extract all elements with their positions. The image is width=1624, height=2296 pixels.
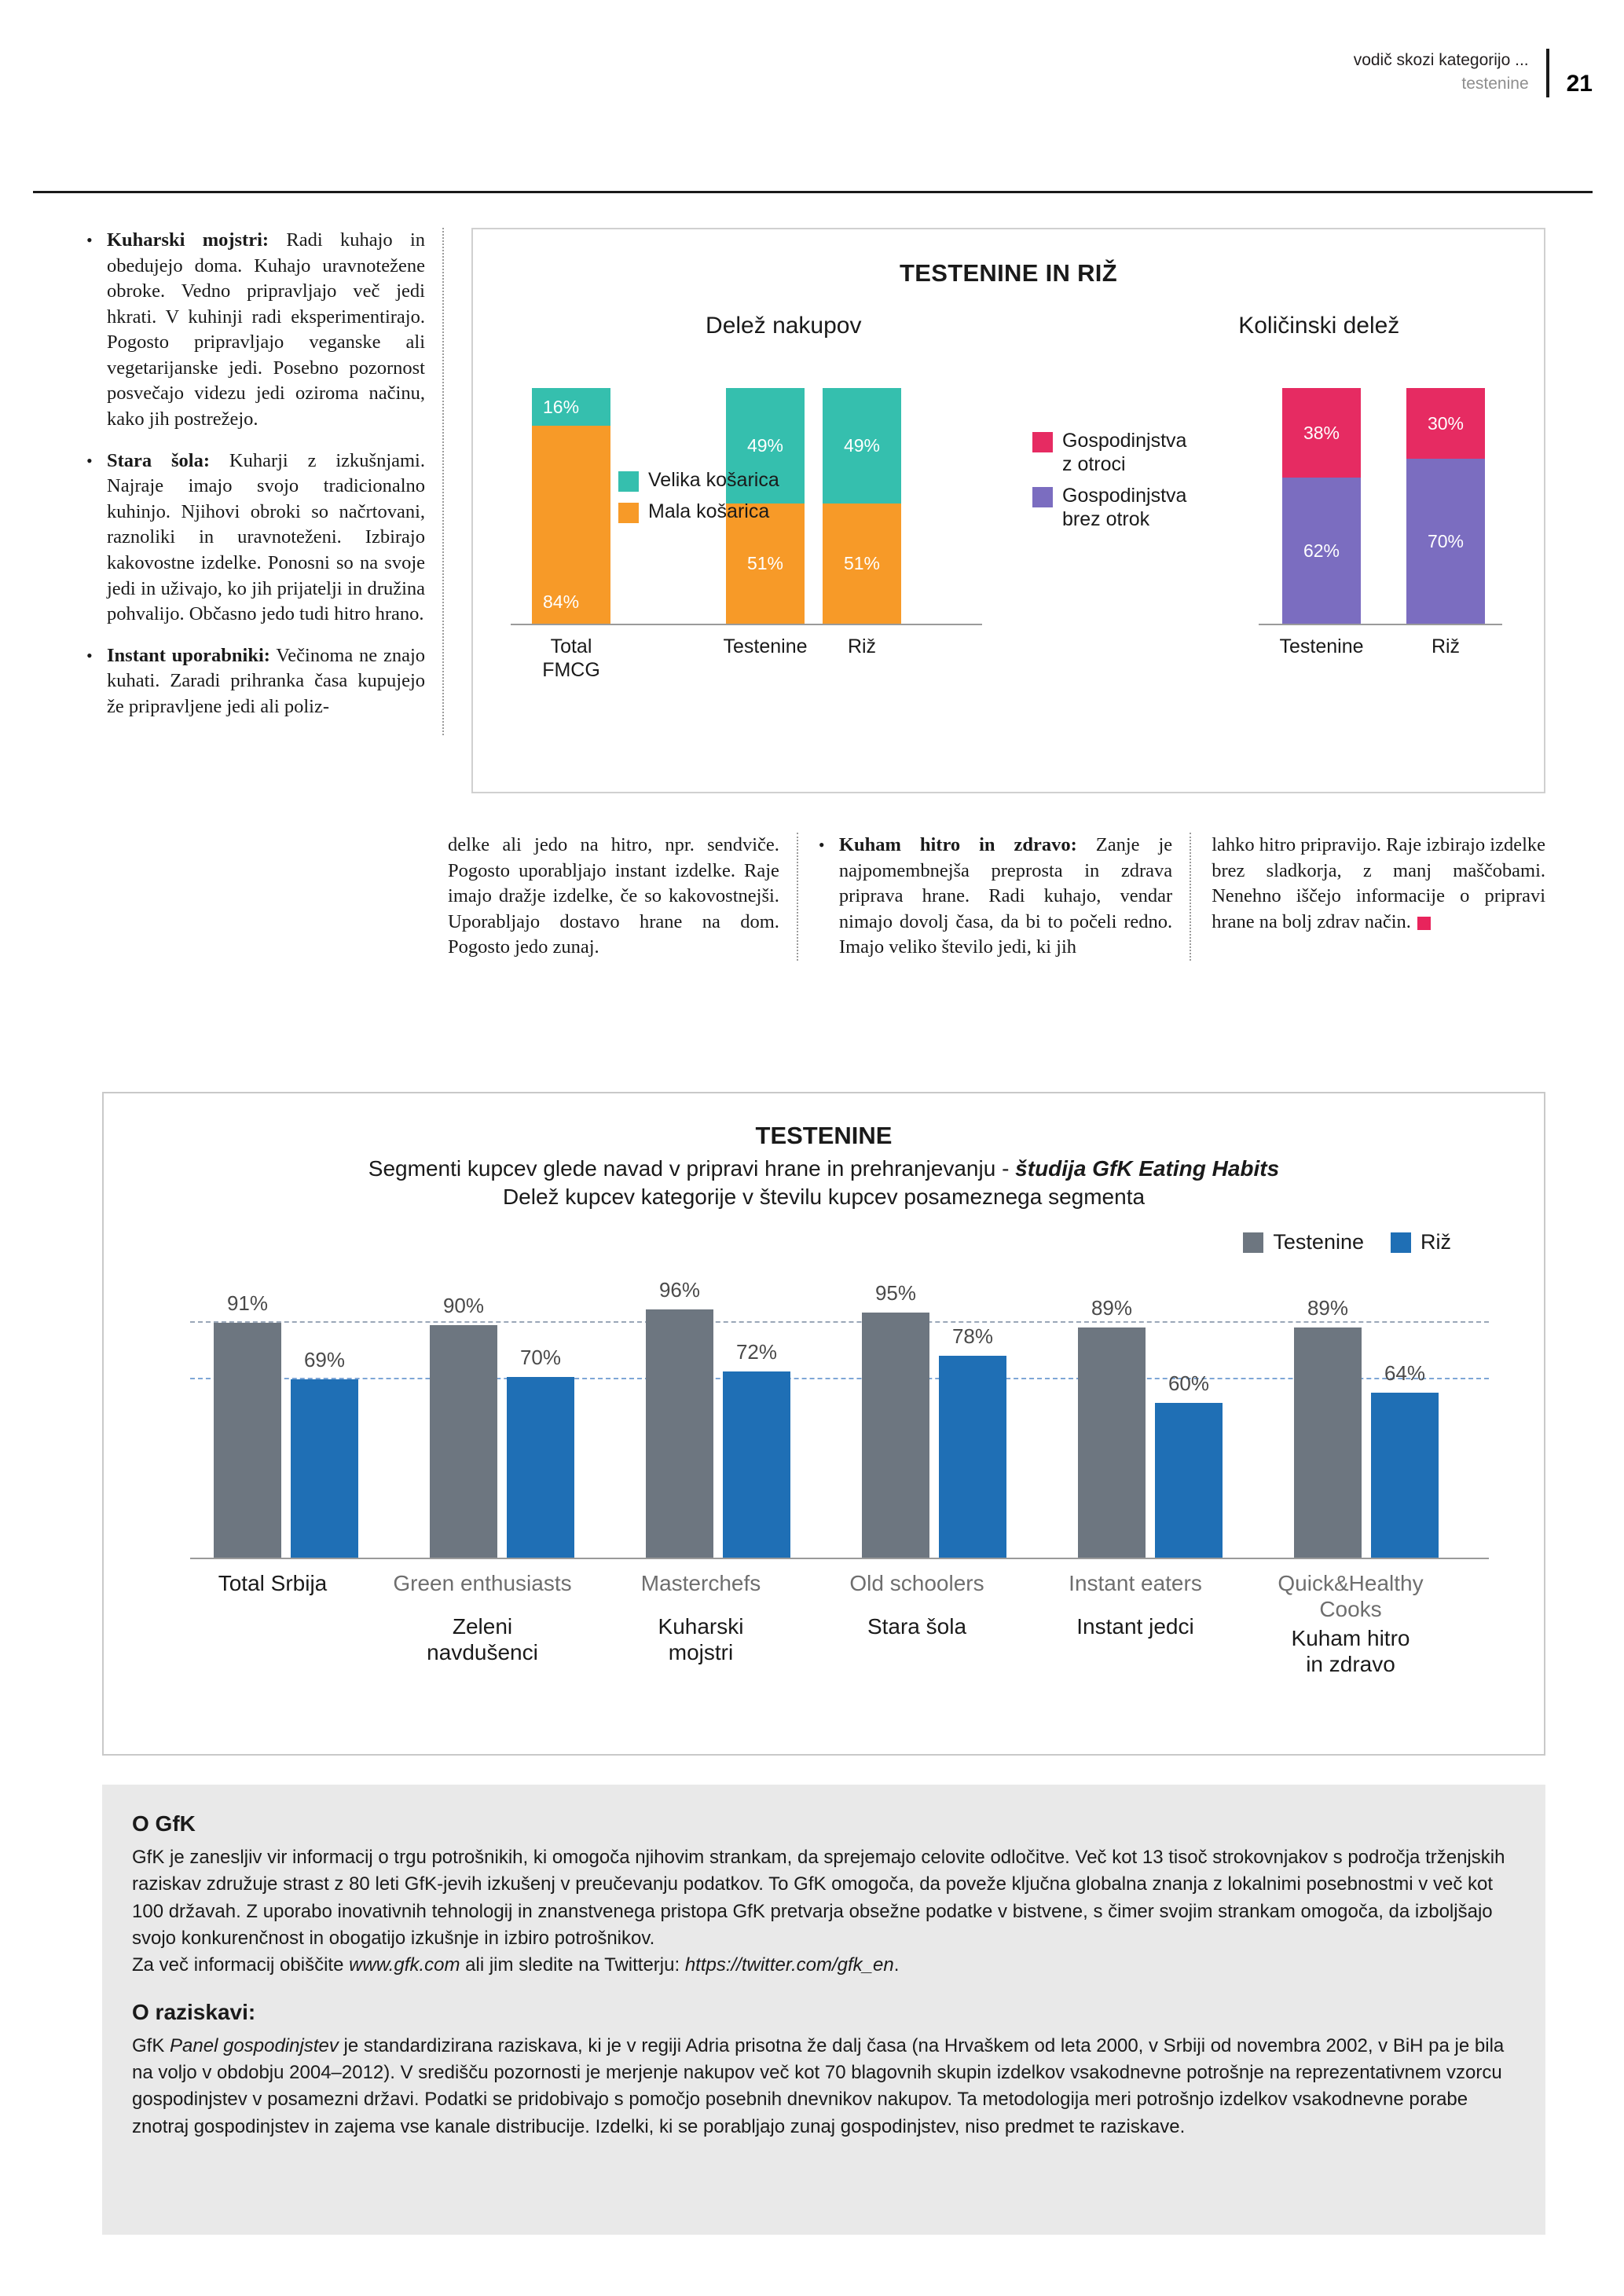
bar-segment-mala: 51% [823, 504, 901, 624]
bar-value-label: 90% [442, 1294, 485, 1317]
category-total-srbija [182, 1570, 363, 1596]
bullet-icon: • [818, 835, 825, 855]
bar-segment-brez-otrok: 62% [1282, 478, 1361, 624]
legend-item [1391, 1230, 1451, 1254]
chart-subtitle-text: Segmenti kupcev glede navad v pripravi hrane in prehranjevanju - [368, 1156, 1016, 1181]
legend-right-chart [1032, 429, 1186, 539]
bar-riz [507, 1346, 574, 1558]
bar-segment-velika: 16% [532, 388, 610, 426]
bullet-lead: Instant uporabniki: [107, 644, 270, 666]
bar-value-label: 64% [1384, 1361, 1426, 1385]
panel-name: Panel gospodinjstev [170, 2034, 339, 2056]
mid-col-2 [798, 833, 1191, 961]
info-paragraph-links [132, 1952, 1516, 1979]
legend-label: Gospodinjstva z otroci [1062, 430, 1187, 475]
header-category: vodič skozi kategorijo ... [1353, 51, 1529, 69]
bar-group-old-schoolers [862, 1281, 1006, 1558]
bullet-text [107, 228, 425, 433]
chart-plot-area [190, 1269, 1489, 1559]
bar-group-total-srbija [214, 1291, 358, 1558]
legend-label: Velika košarica [648, 469, 779, 491]
list-item [86, 449, 425, 628]
category-label-en: Quick&Healthy Cooks [1278, 1571, 1424, 1622]
bullet-icon: • [86, 450, 93, 471]
bar-value-label: 95% [874, 1281, 917, 1305]
bar-testenine [214, 1291, 281, 1558]
bullet-text [107, 449, 425, 628]
end-of-article-marker [1417, 917, 1431, 930]
bar-caption-testenine: Testenine [1279, 635, 1364, 657]
chart-title: TESTENINE [755, 1122, 893, 1149]
bar-testenine [1294, 1296, 1362, 1558]
category-label-en: Green enthusiasts [393, 1571, 572, 1595]
bar-segment-velika: 49% [726, 388, 805, 504]
mid-col-spacer [86, 833, 448, 961]
legend-swatch-icon [618, 503, 639, 523]
bar-value-label: 69% [303, 1348, 346, 1371]
stacked-bar [1282, 388, 1361, 624]
legend-item [618, 468, 779, 492]
bar-testenine [646, 1278, 713, 1558]
info-text-pre: GfK [132, 2034, 170, 2056]
category-label-sl: Kuham hitro in zdravo [1291, 1626, 1410, 1677]
bar-caption-riz: Riž [847, 635, 877, 657]
bar-value-label: 89% [1307, 1296, 1349, 1320]
legend-swatch-icon [618, 471, 639, 492]
bar-riz [723, 1340, 790, 1558]
chart-subtitles [473, 313, 1544, 339]
category-label-sl: Kuharski mojstri [658, 1614, 744, 1665]
info-text-end: . [893, 1954, 900, 1976]
bar-segment-velika: 49% [823, 388, 901, 504]
legend-item [1243, 1230, 1364, 1254]
bar-value-label: 78% [951, 1324, 994, 1348]
bullet-body-text: Kuharji z izkušnjami. Najraje imajo svojo tradicionalno kuhinjo. Njihovi obroki so načrtovani, raznoliki in uravnoteženi. Izbirajo kakovostne izdelke. Ponosni so na svoje jedi in uživajo, ko jih prijatelji in družina pohvalijo. Občasno jedo tudi hitro hrano. [107, 449, 425, 625]
bar-riz [291, 1348, 358, 1558]
bullet-text [107, 643, 425, 720]
stacked-bar [532, 388, 610, 624]
bullet-icon: • [86, 230, 93, 250]
legend-swatch-icon [1391, 1232, 1411, 1253]
page-header [1153, 49, 1593, 97]
bar-group-instant-eaters [1078, 1296, 1223, 1558]
bar-riz [1371, 1361, 1439, 1558]
bullet-lead: Stara šola: [107, 449, 211, 471]
bar-testenine [1078, 1296, 1146, 1558]
category-quick-healthy-cooks [1252, 1570, 1449, 1677]
chart-subtitle-right: Količinski delež [1238, 313, 1400, 339]
category-label-en: Old schoolers [849, 1571, 984, 1595]
bar-segment-z-otroci: 38% [1282, 388, 1361, 478]
legend-label: Mala košarica [648, 500, 770, 522]
chart-subtitle2: Delež kupcev kategorije v številu kupcev posameznega segmenta [502, 1185, 1146, 1209]
bar-group-quick-healthy-cooks [1294, 1296, 1439, 1558]
header-breadcrumb [1354, 49, 1549, 97]
chart-title: TESTENINE IN RIŽ [900, 259, 1117, 287]
header-subcategory: testenine [1461, 75, 1529, 93]
category-label-en: Total Srbija [218, 1571, 328, 1595]
bar-value-label: 72% [735, 1340, 778, 1364]
info-text-pre: Za več informacij obiščite [132, 1954, 350, 1976]
category-label-sl: Instant jedci [1076, 1614, 1194, 1639]
chart-testenine-in-riz [471, 228, 1545, 793]
stacked-bar [823, 388, 901, 624]
legend-label: Riž [1421, 1230, 1451, 1254]
category-label-sl: Zeleni navdušenci [427, 1614, 538, 1665]
bar-group-total-fmcg [532, 388, 610, 681]
legend-item [1032, 429, 1186, 476]
category-green-enthusiasts [388, 1570, 577, 1665]
left-text-column [86, 228, 444, 735]
list-item [86, 228, 425, 433]
bar-value-label: 96% [658, 1278, 701, 1302]
bar-group-riz-kolicinski [1406, 388, 1485, 657]
category-masterchefs [610, 1570, 791, 1665]
bar-caption-riz: Riž [1431, 635, 1461, 657]
chart-subtitle [104, 1156, 1544, 1181]
mid-col-1: delke ali jedo na hitro, npr. sendviče. Pogosto uporabljajo instant izdelke. Raje imajo dražje izdelke, če so kakovostnejši. Uporabljajo dostavo hrane na dom. Pogosto jedo zunaj. [448, 833, 798, 961]
category-instant-eaters [1037, 1570, 1234, 1639]
bar-value-label: 70% [519, 1346, 562, 1369]
bar-group-masterchefs [646, 1278, 790, 1558]
bar-testenine [862, 1281, 929, 1558]
legend-item [1032, 484, 1186, 531]
legend-label: Testenine [1273, 1230, 1364, 1254]
legend-swatch-icon [1243, 1232, 1263, 1253]
bullet-body-text: Zanje je najpomembnejša preprosta in zdrava priprava hrane. Radi kuhajo, vendar nimajo dovolj časa, da bi to počeli redno. Imajo veliko število jedi, ki jih [838, 834, 1173, 958]
bar-value-label: 89% [1091, 1296, 1133, 1320]
bar-segment-brez-otrok: 70% [1406, 459, 1485, 624]
bar-segment-mala: 84% [532, 426, 610, 624]
gfk-website-link[interactable]: www.gfk.com [349, 1954, 460, 1976]
info-box-about-gfk [102, 1785, 1545, 2235]
bar-riz [1155, 1371, 1223, 1558]
bar-group-green-enthusiasts [430, 1294, 574, 1558]
mid-col-3 [1191, 833, 1545, 961]
info-heading-1: O GfK [132, 1811, 196, 1836]
twitter-link[interactable]: https://twitter.com/gfk_en [684, 1954, 894, 1976]
stacked-bar [1406, 388, 1485, 624]
axis-right [1259, 624, 1502, 625]
bullet-lead: Kuham hitro in zdravo: [838, 834, 1077, 855]
bar-riz [939, 1324, 1006, 1558]
bar-segment-z-otroci: 30% [1406, 388, 1485, 459]
category-old-schoolers [823, 1570, 1011, 1639]
legend-item [618, 500, 779, 523]
chart-category-labels [190, 1559, 1489, 1685]
mid-col-3-text: lahko hitro pripravijo. Raje izbirajo izdelke brez sladkorja, z manj maščobami. Nenehno iščejo informacije o pripravi hrane na bolj zdrav način. [1212, 834, 1545, 932]
bar-caption-testenine: Testenine [723, 635, 808, 657]
axis-left [511, 624, 982, 625]
chart-subtitle-left: Delež nakupov [706, 313, 862, 339]
bar-value-label: 60% [1168, 1371, 1210, 1395]
chart-testenine-segmenti [102, 1092, 1545, 1756]
category-label-en: Masterchefs [640, 1571, 761, 1595]
gridline-91 [190, 1321, 1489, 1323]
legend-label: Gospodinjstva brez otrok [1062, 485, 1187, 530]
header-divider [33, 191, 1593, 193]
chart-legend [104, 1230, 1544, 1254]
category-label-sl: Stara šola [867, 1614, 967, 1639]
legend-left-chart [618, 468, 779, 531]
mid-text-columns [86, 833, 1545, 961]
bar-caption-total-fmcg: Total FMCG [542, 635, 600, 681]
info-heading-2: O raziskavi: [132, 1999, 256, 2024]
bar-group-testenine-kolicinski [1279, 388, 1364, 657]
bullet-lead: Kuharski mojstri: [107, 229, 269, 251]
chart-plot-area [473, 350, 1544, 696]
bullet-icon: • [86, 645, 93, 665]
info-text-mid: ali jim sledite na Twitterju: [460, 1954, 685, 1976]
bullet-body-text: Radi kuhajo in obedujejo doma. Kuhajo uravnotežene obroke. Vedno pripravljajo več jedi hkrati. V kuhinji radi eksperimentirajo. Pogosto pripravljajo veganske ali vegetarijanske jedi. Posebno pozornost posvečajo videzu jedi oziroma načinu, kako jih postrežejo. [107, 229, 425, 430]
info-paragraph-1: GfK je zanesljiv vir informacij o trgu potrošnikih, ki omogoča njihovim strankam, da sprejemajo celovite odločitve. Več kot 13 tisoč strokovnjakov s področja trženjskih raziskav združuje strast z 80 leti GfK-jevih izkušenj v preučevanju podatkov. To GfK omogoča, da poveže ključna globalna znanja z lokalnimi posebnostmi v več kot 100 državah. Z uporabo inovativnih tehnologij in znanstvenega pristopa GfK pretvarja obsežne podatke v bistvene, s čimer svojim strankam omogoča, da izboljšajo svojo konkurenčnost in obogatijo izkušnje in izbiro potrošnikov. [132, 1847, 1505, 1949]
legend-swatch-icon [1032, 487, 1053, 507]
info-paragraph-2 [132, 2033, 1516, 2140]
list-item [86, 643, 425, 720]
chart-subtitle-study: študija GfK Eating Habits [1015, 1156, 1280, 1181]
bar-testenine [430, 1294, 497, 1558]
bullet-body-text: Večinoma ne znajo kuhati. Zaradi prihranka časa kupujejo že pripravljene jedi ali poliz- [107, 644, 425, 717]
category-label-en: Instant eaters [1069, 1571, 1202, 1595]
bar-value-label: 91% [226, 1291, 269, 1315]
info-text-rest: je standardizirana raziskava, ki je v regiji Adria prisotna že dalj časa (na Hrvaškem od leta 2000, v Srbiji od novembra 2002, v BiH pa je bila na voljo v obdobju 2004–2012). V središču pozornosti je merjenje nakupov več kot 70 blagovnih skupin izdelkov vsakodnevne potrošnje na reprezentativnem vzorcu gospodinjstev v posamezni državi. Podatki se pridobivajo s pomočjo posebnih dnevnikov nakupov. Ta metodologija meri potrošnjo izdelkov vsakodnevne porabe znotraj gospodinjstev in zajema vse kanale distribucije. Izdelki, ki se porabljajo zunaj gospodinjstev, niso predmet te raziskave. [132, 2034, 1505, 2137]
bar-segment-mala: 51% [726, 504, 805, 624]
page-number: 21 [1566, 71, 1593, 97]
bar-group-riz-delez [823, 388, 901, 657]
legend-swatch-icon [1032, 432, 1053, 452]
